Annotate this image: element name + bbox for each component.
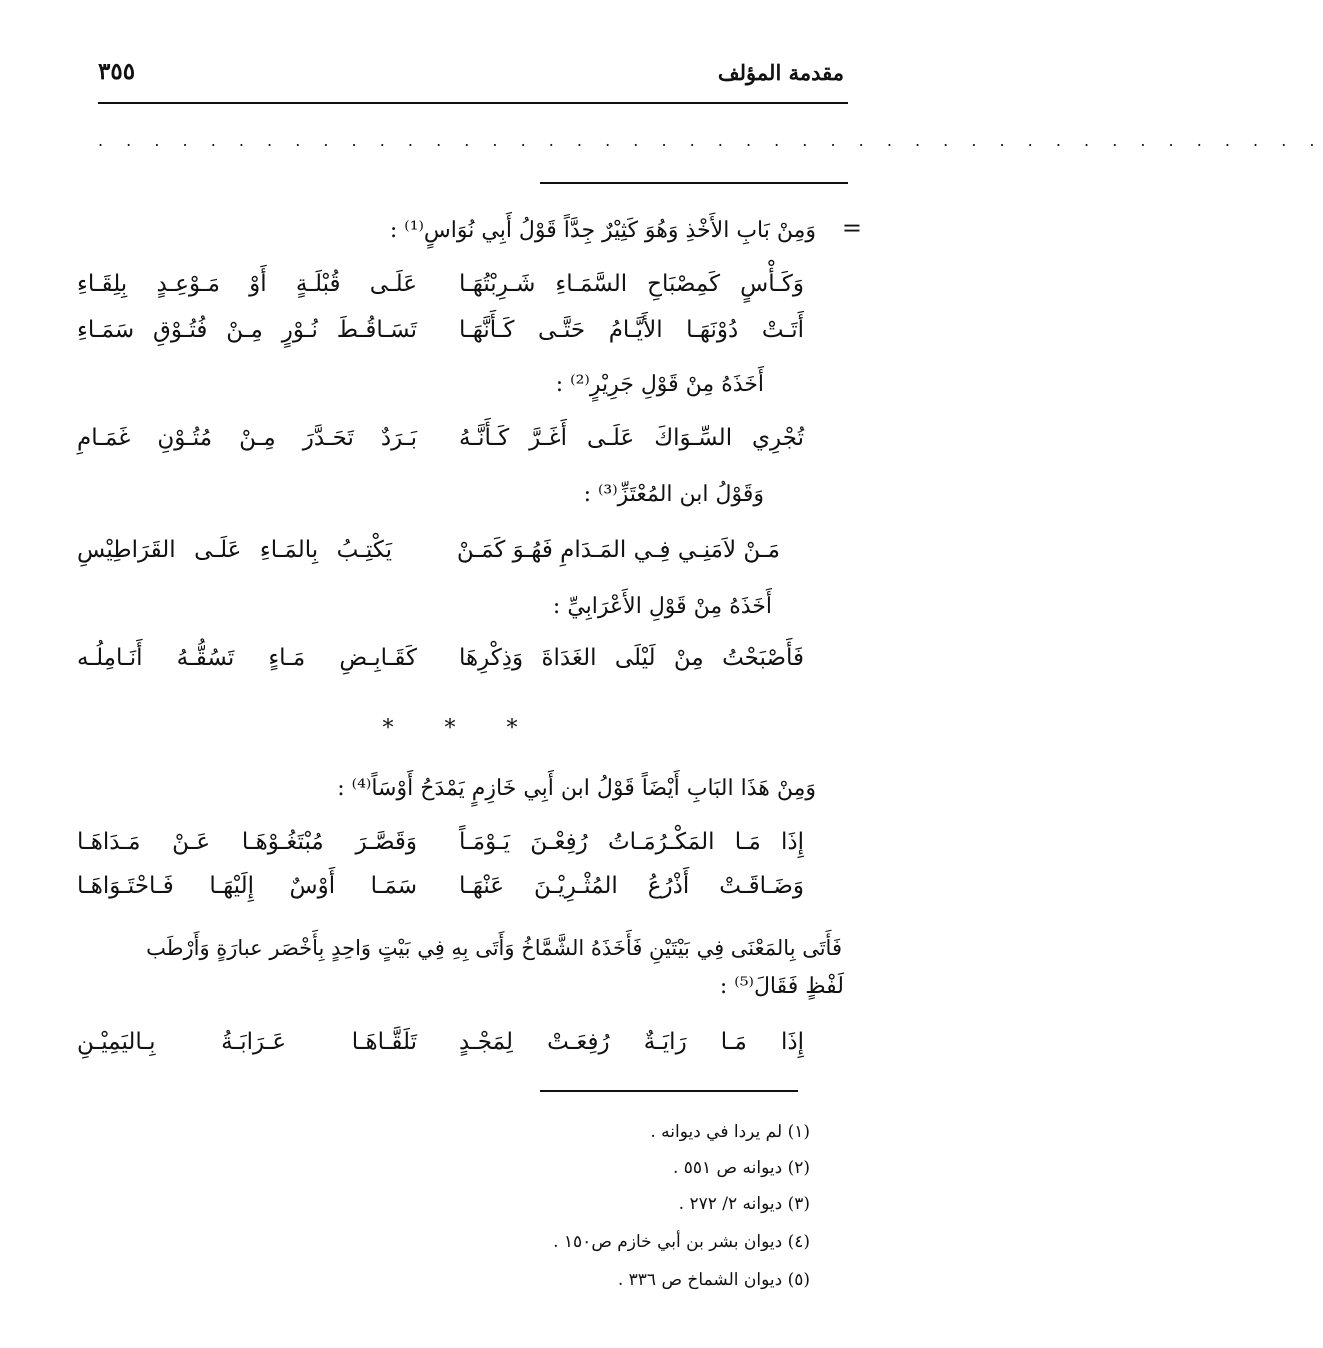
footnote-5: (٥) ديوان الشماخ ص ٣٣٦ . <box>617 1270 810 1290</box>
second-verse-right: مَـنْ لاَمَنِـي فِـي المَـدَامِ فَهُـوَ كَمَـنْ <box>456 537 780 563</box>
section-separator: * * * <box>382 716 540 741</box>
source2-intro: أَخَذَهُ مِنْ قَوْلِ الأَعْرَابِيِّ : <box>552 594 772 619</box>
continuation-mark: = <box>841 214 862 242</box>
running-header-title: مقدمة المؤلف <box>717 60 844 85</box>
verse-4-right: وَضَـاقَـتْ أَذْرُعُ المُثْـرِيْـنَ عَنْهَـا <box>459 873 804 899</box>
verse-2-right: أَتَـتْ دُوْنَهَـا الأَيَّـامُ حَتَّـى كَـأَنَّهَـا <box>459 317 804 343</box>
footnote-2: (٢) ديوانه ص ٥٥١ . <box>672 1158 810 1178</box>
page-number: ٣٥٥ <box>98 58 136 85</box>
final-verse-left: تَلَقَّـاهَـا عَـرَابَـةُ بِـاليَمِيْـنِ <box>77 1029 417 1055</box>
source1-verse-left: بَـرَدٌ تَحَـدَّرَ مِـنْ مُتُـوْنِ غَمَـامِ <box>77 425 417 451</box>
second-verse-left: يَكْتِـبُ بِالمَـاءِ عَلَـى القَرَاطِيْسِ <box>77 537 392 563</box>
source2-verse-left: كَقَـابِـضِ مَـاءٍ تَسُقُّـهُ أَنَـامِلُـه <box>77 645 417 671</box>
source2-verse-right: فَأَصْبَحْتُ مِنْ لَيْلَى الغَدَاةَ وَذِكْرِهَا <box>459 645 804 671</box>
section1-intro: وَمِنْ بَابِ الأَخْذِ وَهُوَ كَثِيْرٌ جِدَّاً قَوْلُ أَبِي نُوَاسٍ⁽¹⁾ : <box>389 218 816 243</box>
footnote-3: (٣) ديوانه ٢/ ٢٧٢ . <box>678 1194 810 1214</box>
source1-intro: أَخَذَهُ مِنْ قَوْلِ جَرِيْرٍ⁽²⁾ : <box>555 372 764 397</box>
omission-dots: . . . . . . . . . . . . . . . . . . . . . . . . . . . . . . . . . . . . . . . . . . . . <box>98 131 1323 150</box>
section2-intro: وَمِنْ هَذَا البَابِ أَيْضَاً قَوْلُ ابن أَبِي خَازِمٍ يَمْدَحُ أَوْسَاً⁽⁴⁾ : <box>337 776 816 801</box>
verse-3-left: وَقَصَّـرَ مُبْتَغُـوْهَـا عَـنْ مَـدَاهَـا <box>77 829 417 855</box>
verse-1-left: عَلَـى قُبْلَـةٍ أَوْ مَـوْعِـدٍ بِلِقَـاءِ <box>77 271 417 297</box>
comment-line-2: لَفْظٍ فَقَالَ⁽⁵⁾ : <box>719 974 844 999</box>
final-verse-right: إِذَا مَـا رَايَـةٌ رُفِعَـتْ لِمَجْـدٍ <box>459 1029 804 1055</box>
source1-verse-right: تُجْرِي السِّـوَاكَ عَلَـى أَغَـرَّ كَـأَنَّـهُ <box>459 425 804 451</box>
footnote-1: (١) لم يردا في ديوانه . <box>650 1122 810 1142</box>
second-intro: وَقَوْلُ ابن المُعْتَزِّ⁽³⁾ : <box>583 482 764 507</box>
comment-line-1: فَأَتَى بِالمَعْنَى فِي بَيْتَيْنِ فَأَخَذَهُ الشَّمَّاخُ وَأَتَى بِهِ فِي بَيْتٍ وَاحِدٍ بِأَخْصَر عبارَةٍ وَأَرْطَب <box>146 936 842 960</box>
header-rule <box>98 102 848 104</box>
short-divider-rule <box>540 182 848 184</box>
verse-3-right: إِذَا مَـا المَكْـرُمَـاتُ رُفِعْـنَ يَـوْمَـاً <box>459 829 804 855</box>
verse-4-left: سَمَـا أَوْسٌ إِلَيْهَـا فَـاحْتَـوَاهَـا <box>77 873 417 899</box>
footnote-separator <box>540 1090 798 1092</box>
footnote-4: (٤) ديوان بشر بن أبي خازم ص١٥٠ . <box>553 1232 810 1252</box>
verse-2-left: تَسَـاقُـطَ نُـوْرٍ مِـنْ فُتُـوْقِ سَمَـاءِ <box>77 317 417 343</box>
verse-1-right: وَكَـأْسٍ كَمِصْبَاحِ السَّمَـاءِ شَـرِبْتُهَـا <box>459 271 804 297</box>
